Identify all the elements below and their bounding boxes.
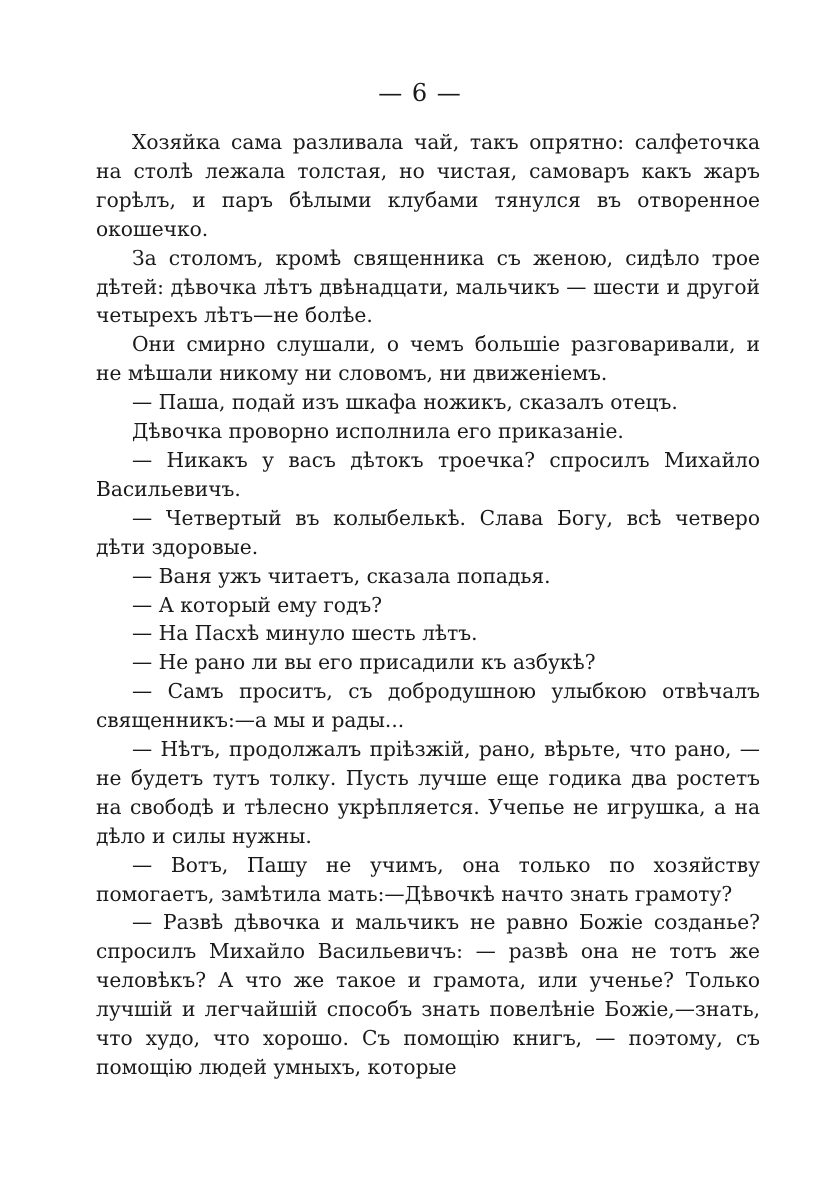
paragraph: — А который ему годъ? [132,592,383,617]
paragraph: — Самъ проситъ, съ добродушною улыбкою отвѣчалъ священникъ:—а мы и рады... [96,679,760,733]
paragraph: За столомъ, кромѣ священника съ женою, сидѣло трое дѣтей: дѣвочка лѣтъ двѣнадцати, мальчикъ — шести и другой четырехъ лѣтъ—не болѣе. [96,245,760,328]
page-text [96,128,760,1082]
paragraph: — Никакъ у васъ дѣтокъ троечка? спросилъ Михайло Васильевичъ. [96,447,760,501]
paragraph: Дѣвочка проворно исполнила его приказаніе. [132,419,624,444]
paragraph: — Развѣ дѣвочка и мальчикъ не равно Божіе созданье? спросилъ Михайло Васильевичъ: — развѣ она не тотъ же человѣкъ? А что же такое и грамота, или ученье? Только лучшій и легчайшій способъ знать повелѣніе Божіе,—знать, что худо, что хорошо. Съ помощію книгъ, — поэтому, съ помощію людей умныхъ, которые [96,910,760,1079]
paragraph: — Паша, подай изъ шкафа ножикъ, сказалъ отецъ. [132,390,678,415]
paragraph: — На Пасхѣ минуло шесть лѣтъ. [132,621,478,646]
paragraph: — Нѣтъ, продолжалъ пріѣзжій, рано, вѣрьте, что рано, — не будетъ тутъ толку. Пусть лучше еще годика два ростетъ на свободѣ и тѣлесно укрѣпляется. Учепье не игрушка, а на дѣло и силы нужны. [96,737,760,848]
paragraph: Они смирно слушали, о чемъ большіе разговаривали, и не мѣшали никому ни словомъ, ни движеніемъ. [96,332,760,386]
paragraph: — Четвертый въ колыбелькѣ. Слава Богу, всѣ четверо дѣти здоровые. [96,505,760,559]
page-number: — 6 — [378,79,462,107]
paragraph: Хозяйка сама разливала чай, такъ опрятно: салфеточка на столѣ лежала толстая, но чистая, самоваръ какъ жаръ горѣлъ, и паръ бѣлыми клубами тянулся въ отворенное окошечко. [96,130,760,241]
paragraph: — Не рано ли вы его присадили къ азбукѣ? [132,650,596,675]
paragraph: — Вотъ, Пашу не учимъ, она только по хозяйству помогаетъ, замѣтила мать:—Дѣвочкѣ начто знать грамоту? [96,852,760,906]
paragraph: — Ваня ужъ читаетъ, сказала попадья. [132,563,551,588]
